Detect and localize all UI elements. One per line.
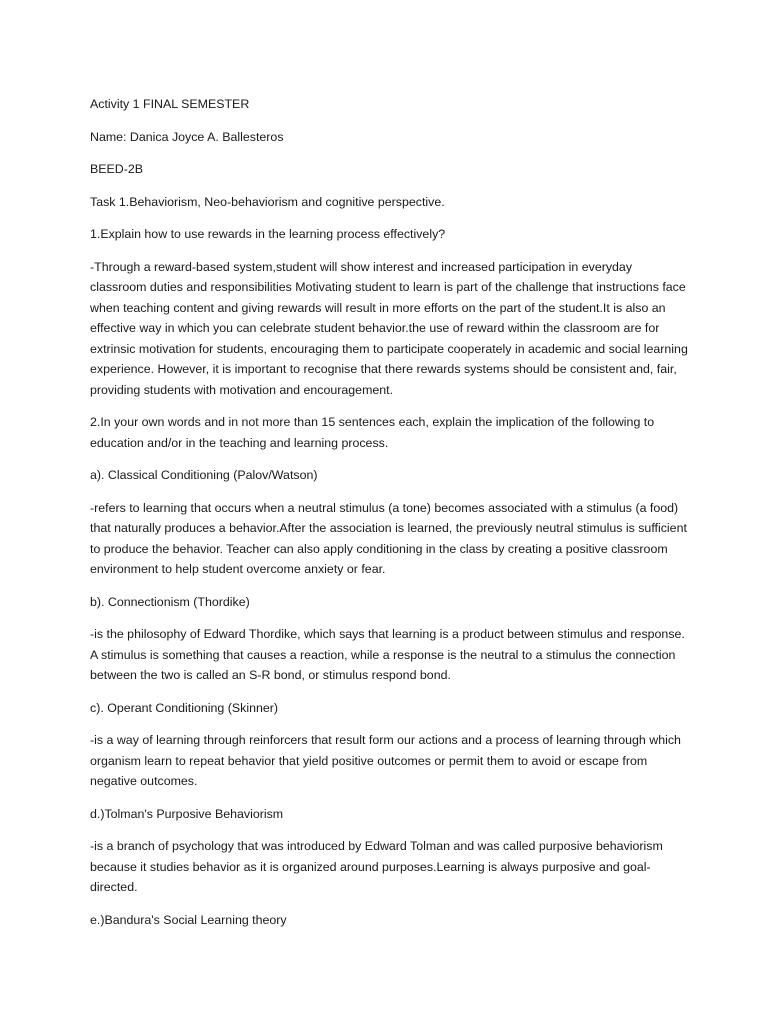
activity-title: Activity 1 FINAL SEMESTER [90, 97, 250, 111]
heading-social-learning: e.)Bandura's Social Learning theory [90, 912, 287, 927]
heading-operant-conditioning: c). Operant Conditioning (Skinner) [90, 700, 279, 715]
heading-connectionism: b). Connectionism (Thordike) [90, 594, 250, 609]
question-2: 2.In your own words and in not more than 15 sentences each, explain the implication of the following to education and/or in the teaching and learning process. [90, 415, 655, 450]
text-purposive-behaviorism: -is a branch of psychology that was introduced by Edward Tolman and was called purposive behaviorism because it studies behavior as it is organized around purposes.Learning is always purposive and goal-directed. [90, 839, 663, 894]
text-connectionism: -is the philosophy of Edward Thordike, which says that learning is a product between stimulus and response. A stimulus is something that causes a reaction, while a response is the neutral to a stimulus the connection between the two is called an S-R bond, or stimulus respond bond. [90, 627, 685, 682]
task-title: Task 1.Behaviorism, Neo-behaviorism and cognitive perspective. [90, 194, 445, 209]
question-1: 1.Explain how to use rewards in the learning process effectively? [90, 227, 446, 241]
section-label: BEED-2B [90, 162, 144, 176]
text-classical-conditioning: -refers to learning that occurs when a neutral stimulus (a tone) becomes associated with a stimulus (a food) that naturally produces a behavior.After the association is learned, the previously neutral stimulus is sufficient to produce the behavior. Teacher can also apply conditioning in the class by creating a positive classroom environment to help student overcome anxiety or fear. [90, 500, 687, 576]
text-operant-conditioning: -is a way of learning through reinforcers that result form our actions and a process of learning through which organism learn to repeat behavior that yield positive outcomes or permit them to avoid or escape from negative outcomes. [90, 733, 681, 788]
student-name: Name: Danica Joyce A. Ballesteros [90, 129, 284, 144]
document-body [90, 94, 690, 942]
heading-classical-conditioning: a). Classical Conditioning (Palov/Watson) [90, 468, 318, 482]
heading-purposive-behaviorism: d.)Tolman's Purposive Behaviorism [90, 806, 284, 821]
answer-1: -Through a reward-based system,student will show interest and increased participation in everyday classroom duties and responsibilities Motivating student to learn is part of the challenge that instructions face when teaching content and giving rewards will result in more efforts on the part of the student.It is also an effective way in which you can celebrate student behavior.the use of reward within the classroom are for extrinsic motivation for students, encouraging them to participate cooperately in academic and social learning experience. However, it is important to recognise that there rewards systems should be consistent and, fair, providing students with motivation and encouragement. [90, 259, 688, 397]
